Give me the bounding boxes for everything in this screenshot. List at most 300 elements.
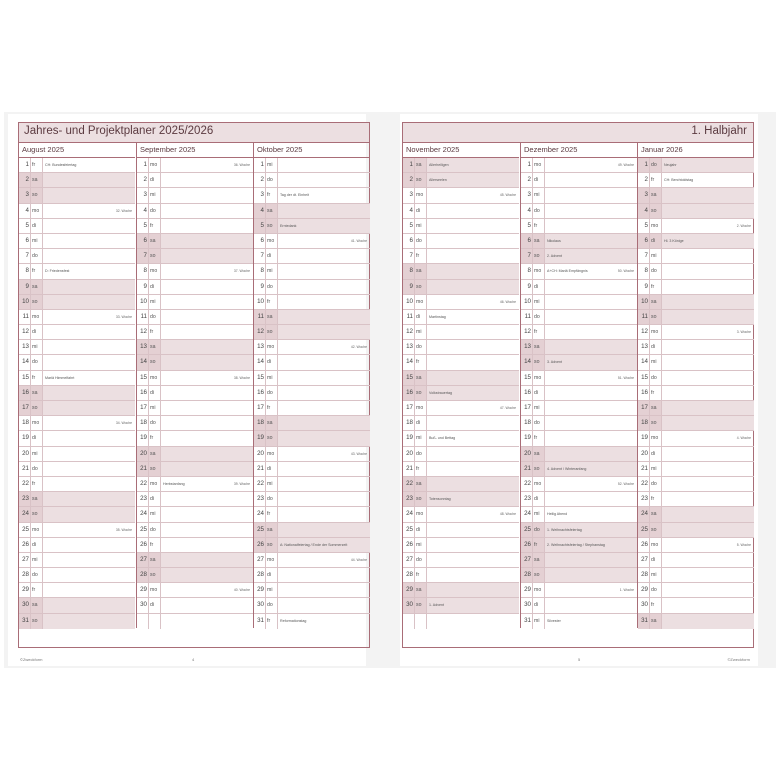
day-row[interactable]: [521, 340, 637, 355]
day-number: 18: [19, 416, 31, 430]
day-row[interactable]: [403, 614, 519, 629]
day-row[interactable]: [403, 188, 519, 203]
day-row[interactable]: [137, 553, 253, 568]
day-row[interactable]: [521, 477, 637, 492]
footer-brand: ©Zweckform: [20, 657, 43, 662]
day-row[interactable]: [254, 538, 370, 553]
month-column: [19, 142, 135, 628]
day-row[interactable]: [403, 264, 519, 279]
day-row[interactable]: [521, 416, 637, 431]
day-row[interactable]: [638, 371, 754, 386]
weekday: so: [415, 492, 427, 506]
day-number: 6: [254, 234, 266, 248]
day-row[interactable]: [19, 401, 135, 416]
day-row[interactable]: [254, 598, 370, 613]
day-row[interactable]: [137, 173, 253, 188]
day-row[interactable]: [521, 355, 637, 370]
day-number: 16: [137, 386, 149, 400]
day-row[interactable]: [403, 553, 519, 568]
weekday: so: [149, 568, 161, 582]
day-row[interactable]: [638, 568, 754, 583]
day-note: 3. Advent: [547, 360, 562, 365]
day-row[interactable]: [403, 507, 519, 522]
weekday: di: [415, 416, 427, 430]
day-row[interactable]: [137, 614, 253, 629]
day-row[interactable]: [254, 295, 370, 310]
day-number: 21: [137, 462, 149, 476]
day-number: 23: [254, 492, 266, 506]
weekday: sa: [533, 553, 545, 567]
day-number: 31: [19, 614, 31, 629]
day-row[interactable]: [254, 462, 370, 477]
weekday: do: [31, 462, 43, 476]
day-row[interactable]: [19, 583, 135, 598]
day-number: 9: [254, 280, 266, 294]
day-row[interactable]: [521, 431, 637, 446]
day-row[interactable]: [254, 219, 370, 234]
day-row[interactable]: [137, 219, 253, 234]
day-row[interactable]: [254, 523, 370, 538]
day-row[interactable]: [403, 249, 519, 264]
day-row[interactable]: [19, 264, 135, 279]
weekday: mi: [650, 249, 662, 263]
week-number: 40. Woche: [233, 588, 250, 593]
day-row[interactable]: [403, 462, 519, 477]
weekday: fr: [650, 173, 662, 187]
day-row[interactable]: [403, 583, 519, 598]
day-number: 11: [521, 310, 533, 324]
day-row[interactable]: [254, 568, 370, 583]
day-row[interactable]: [137, 204, 253, 219]
day-note: D: Friedensfest: [45, 269, 70, 274]
weekday: sa: [415, 371, 427, 385]
day-number: 23: [638, 492, 650, 506]
weekday: sa: [31, 173, 43, 187]
day-row[interactable]: [638, 401, 754, 416]
day-row[interactable]: [137, 477, 253, 492]
day-row[interactable]: [638, 431, 754, 446]
day-number: 3: [521, 188, 533, 202]
weekday: fr: [31, 264, 43, 278]
weekday: mi: [266, 583, 278, 597]
day-row[interactable]: [638, 280, 754, 295]
day-row[interactable]: [137, 538, 253, 553]
day-number: 19: [254, 431, 266, 445]
day-row[interactable]: [521, 553, 637, 568]
day-row[interactable]: [137, 325, 253, 340]
day-note: Hl. 3 Könige: [664, 238, 684, 243]
weekday: so: [650, 310, 662, 324]
day-row[interactable]: [19, 538, 135, 553]
day-row[interactable]: [638, 492, 754, 507]
day-number: 2: [137, 173, 149, 187]
day-row[interactable]: [19, 234, 135, 249]
weekday: fr: [149, 219, 161, 233]
weekday: mi: [415, 538, 427, 552]
day-number: 15: [19, 371, 31, 385]
day-number: 8: [137, 264, 149, 278]
day-number: 12: [638, 325, 650, 339]
day-number: 2: [638, 173, 650, 187]
week-number: 35. Woche: [115, 527, 132, 532]
day-row[interactable]: [254, 507, 370, 522]
day-row[interactable]: [254, 614, 370, 629]
day-number: 6: [521, 234, 533, 248]
week-number: 36. Woche: [233, 163, 250, 167]
day-row[interactable]: [19, 462, 135, 477]
day-row[interactable]: [638, 462, 754, 477]
day-row[interactable]: [137, 598, 253, 613]
day-row[interactable]: [137, 371, 253, 386]
day-row[interactable]: [638, 173, 754, 188]
day-row[interactable]: [521, 280, 637, 295]
day-row[interactable]: [19, 553, 135, 568]
weekday: sa: [415, 264, 427, 278]
day-row[interactable]: [137, 447, 253, 462]
day-row[interactable]: [19, 249, 135, 264]
day-row[interactable]: [638, 477, 754, 492]
day-row[interactable]: [521, 507, 637, 522]
day-row[interactable]: [19, 598, 135, 613]
day-row[interactable]: [403, 325, 519, 340]
day-row[interactable]: [521, 310, 637, 325]
day-row[interactable]: [254, 431, 370, 446]
day-row[interactable]: [254, 447, 370, 462]
day-number: 16: [403, 386, 415, 400]
left-page-frame: [18, 122, 370, 648]
day-row[interactable]: [19, 492, 135, 507]
day-row[interactable]: [19, 523, 135, 538]
weekday: mi: [415, 219, 427, 233]
day-row[interactable]: [19, 431, 135, 446]
day-row[interactable]: [137, 280, 253, 295]
day-row[interactable]: [19, 386, 135, 401]
day-row[interactable]: [137, 188, 253, 203]
day-row[interactable]: [254, 583, 370, 598]
weekday: mi: [650, 355, 662, 369]
day-row[interactable]: [403, 295, 519, 310]
day-row[interactable]: [19, 447, 135, 462]
day-row[interactable]: [638, 219, 754, 234]
day-row[interactable]: [521, 234, 637, 249]
day-row[interactable]: [137, 462, 253, 477]
day-number: 30: [403, 598, 415, 612]
day-row[interactable]: [254, 158, 370, 173]
day-row[interactable]: [521, 598, 637, 613]
day-row[interactable]: [403, 416, 519, 431]
day-row[interactable]: [137, 431, 253, 446]
day-number: 14: [19, 355, 31, 369]
day-row[interactable]: [403, 355, 519, 370]
day-row[interactable]: [254, 173, 370, 188]
day-row[interactable]: [137, 234, 253, 249]
day-row[interactable]: [254, 477, 370, 492]
day-number: 4: [638, 204, 650, 218]
day-row[interactable]: [19, 340, 135, 355]
day-row[interactable]: [19, 614, 135, 629]
day-number: 25: [137, 523, 149, 537]
day-row[interactable]: [19, 158, 135, 173]
day-row[interactable]: [19, 204, 135, 219]
day-row[interactable]: [403, 598, 519, 613]
day-number: 13: [403, 340, 415, 354]
weekday: sa: [650, 188, 662, 202]
weekday: do: [31, 355, 43, 369]
day-row[interactable]: [521, 188, 637, 203]
day-row[interactable]: [137, 523, 253, 538]
day-row[interactable]: [521, 492, 637, 507]
day-row[interactable]: [137, 340, 253, 355]
day-row[interactable]: [638, 598, 754, 613]
day-row[interactable]: [638, 386, 754, 401]
day-row[interactable]: [254, 188, 370, 203]
day-row[interactable]: [254, 416, 370, 431]
day-row[interactable]: [403, 386, 519, 401]
day-number: 6: [137, 234, 149, 248]
day-row[interactable]: [254, 401, 370, 416]
day-number: 31: [254, 614, 266, 629]
weekday: mo: [650, 219, 662, 233]
day-row[interactable]: [19, 416, 135, 431]
day-row[interactable]: [19, 355, 135, 370]
day-row[interactable]: [521, 568, 637, 583]
day-number: 10: [521, 295, 533, 309]
day-row[interactable]: [638, 583, 754, 598]
day-row[interactable]: [403, 523, 519, 538]
day-number: 11: [254, 310, 266, 324]
day-number: 26: [254, 538, 266, 552]
day-row[interactable]: [638, 355, 754, 370]
week-number: 52. Woche: [617, 481, 634, 486]
day-number: 21: [19, 462, 31, 476]
day-row[interactable]: [254, 355, 370, 370]
day-row[interactable]: [521, 386, 637, 401]
day-row[interactable]: [638, 447, 754, 462]
weekday: fr: [31, 477, 43, 491]
day-row[interactable]: [521, 523, 637, 538]
weekday: so: [149, 249, 161, 263]
day-row[interactable]: [403, 538, 519, 553]
day-row[interactable]: [403, 234, 519, 249]
day-number: 3: [638, 188, 650, 202]
day-row[interactable]: [638, 523, 754, 538]
day-number: 17: [137, 401, 149, 415]
day-number: 6: [19, 234, 31, 248]
day-row[interactable]: [403, 219, 519, 234]
day-row[interactable]: [137, 507, 253, 522]
day-row[interactable]: [521, 583, 637, 598]
day-row[interactable]: [638, 538, 754, 553]
day-row[interactable]: [521, 462, 637, 477]
day-row[interactable]: [137, 386, 253, 401]
weekday: mi: [149, 507, 161, 521]
day-number: 21: [254, 462, 266, 476]
day-row[interactable]: [638, 264, 754, 279]
day-row[interactable]: [137, 310, 253, 325]
day-row[interactable]: [521, 371, 637, 386]
day-row[interactable]: [403, 477, 519, 492]
month-header: Dezember 2025: [521, 142, 637, 158]
day-row[interactable]: [254, 234, 370, 249]
day-number: 13: [137, 340, 149, 354]
day-row[interactable]: [137, 355, 253, 370]
day-row[interactable]: [638, 234, 754, 249]
day-row[interactable]: [254, 386, 370, 401]
day-row[interactable]: [521, 325, 637, 340]
day-number: 18: [254, 416, 266, 430]
day-row[interactable]: [638, 204, 754, 219]
day-row[interactable]: [19, 477, 135, 492]
day-row[interactable]: [19, 295, 135, 310]
day-number: [137, 614, 149, 629]
day-row[interactable]: [137, 264, 253, 279]
weekday: do: [415, 340, 427, 354]
day-row[interactable]: [19, 219, 135, 234]
day-row[interactable]: [403, 431, 519, 446]
day-row[interactable]: [638, 158, 754, 173]
day-row[interactable]: [19, 280, 135, 295]
day-row[interactable]: [19, 568, 135, 583]
day-row[interactable]: [254, 310, 370, 325]
day-row[interactable]: [19, 188, 135, 203]
day-row[interactable]: [403, 158, 519, 173]
weekday: so: [650, 523, 662, 537]
day-row[interactable]: [19, 325, 135, 340]
day-number: 14: [137, 355, 149, 369]
weekday: do: [650, 158, 662, 172]
weekday: sa: [149, 447, 161, 461]
day-row[interactable]: [521, 173, 637, 188]
day-row[interactable]: [19, 371, 135, 386]
day-number: 1: [254, 158, 266, 172]
month-header: Oktober 2025: [254, 142, 370, 158]
day-row[interactable]: [254, 492, 370, 507]
day-number: 26: [521, 538, 533, 552]
day-row[interactable]: [638, 188, 754, 203]
day-number: 16: [521, 386, 533, 400]
day-row[interactable]: [638, 340, 754, 355]
day-row[interactable]: [403, 340, 519, 355]
week-number: 44. Woche: [350, 557, 367, 562]
day-row[interactable]: [254, 340, 370, 355]
weekday: sa: [31, 280, 43, 294]
day-row[interactable]: [403, 371, 519, 386]
weekday: sa: [149, 553, 161, 567]
day-row[interactable]: [521, 295, 637, 310]
day-row[interactable]: [137, 583, 253, 598]
day-row[interactable]: [521, 614, 637, 629]
day-row[interactable]: [254, 204, 370, 219]
month-header: September 2025: [137, 142, 253, 158]
day-number: 21: [638, 462, 650, 476]
weekday: sa: [266, 204, 278, 218]
day-row[interactable]: [137, 401, 253, 416]
day-row[interactable]: [521, 219, 637, 234]
month-column: [520, 142, 637, 628]
day-row[interactable]: [403, 173, 519, 188]
day-row[interactable]: [137, 158, 253, 173]
day-number: 29: [254, 583, 266, 597]
day-row[interactable]: [403, 447, 519, 462]
day-row[interactable]: [137, 249, 253, 264]
day-row[interactable]: [19, 173, 135, 188]
day-row[interactable]: [638, 310, 754, 325]
day-row[interactable]: [638, 416, 754, 431]
day-row[interactable]: [254, 371, 370, 386]
day-number: 5: [403, 219, 415, 233]
weekday: sa: [533, 340, 545, 354]
day-row[interactable]: [403, 310, 519, 325]
day-row[interactable]: [137, 568, 253, 583]
day-row[interactable]: [521, 249, 637, 264]
day-row[interactable]: [638, 325, 754, 340]
day-row[interactable]: [521, 204, 637, 219]
day-row[interactable]: [638, 614, 754, 629]
day-row[interactable]: [254, 249, 370, 264]
day-note: 1. Advent: [429, 603, 444, 608]
day-number: 10: [638, 295, 650, 309]
month-column: [253, 142, 370, 628]
day-row[interactable]: [19, 507, 135, 522]
day-row[interactable]: [254, 325, 370, 340]
day-number: 7: [137, 249, 149, 263]
day-row[interactable]: [521, 158, 637, 173]
weekday: fr: [31, 371, 43, 385]
day-row[interactable]: [137, 416, 253, 431]
day-row[interactable]: [137, 492, 253, 507]
month-column: [403, 142, 519, 628]
day-row[interactable]: [137, 295, 253, 310]
weekday: di: [533, 173, 545, 187]
weekday: di: [650, 234, 662, 248]
day-number: 10: [254, 295, 266, 309]
day-row[interactable]: [521, 264, 637, 279]
weekday: mo: [533, 158, 545, 172]
day-row[interactable]: [638, 507, 754, 522]
day-row[interactable]: [403, 401, 519, 416]
day-number: 9: [521, 280, 533, 294]
weekday: do: [650, 583, 662, 597]
day-row[interactable]: [638, 553, 754, 568]
day-number: 4: [521, 204, 533, 218]
day-number: 8: [638, 264, 650, 278]
day-number: 24: [254, 507, 266, 521]
weekday: di: [266, 355, 278, 369]
day-row[interactable]: [521, 447, 637, 462]
day-row[interactable]: [254, 553, 370, 568]
day-row[interactable]: [521, 401, 637, 416]
day-row[interactable]: [403, 280, 519, 295]
day-row[interactable]: [403, 492, 519, 507]
weekday: mo: [533, 583, 545, 597]
day-row[interactable]: [638, 295, 754, 310]
weekday: fr: [31, 158, 43, 172]
day-number: 29: [19, 583, 31, 597]
day-row[interactable]: [254, 264, 370, 279]
day-row[interactable]: [403, 568, 519, 583]
day-row[interactable]: [638, 249, 754, 264]
day-row[interactable]: [19, 310, 135, 325]
right-page-frame: [402, 122, 754, 648]
day-row[interactable]: [403, 204, 519, 219]
day-row[interactable]: [521, 538, 637, 553]
weekday: fr: [533, 431, 545, 445]
weekday: do: [149, 204, 161, 218]
day-row[interactable]: [254, 280, 370, 295]
weekday: mi: [31, 553, 43, 567]
weekday: fr: [415, 462, 427, 476]
day-number: 5: [521, 219, 533, 233]
